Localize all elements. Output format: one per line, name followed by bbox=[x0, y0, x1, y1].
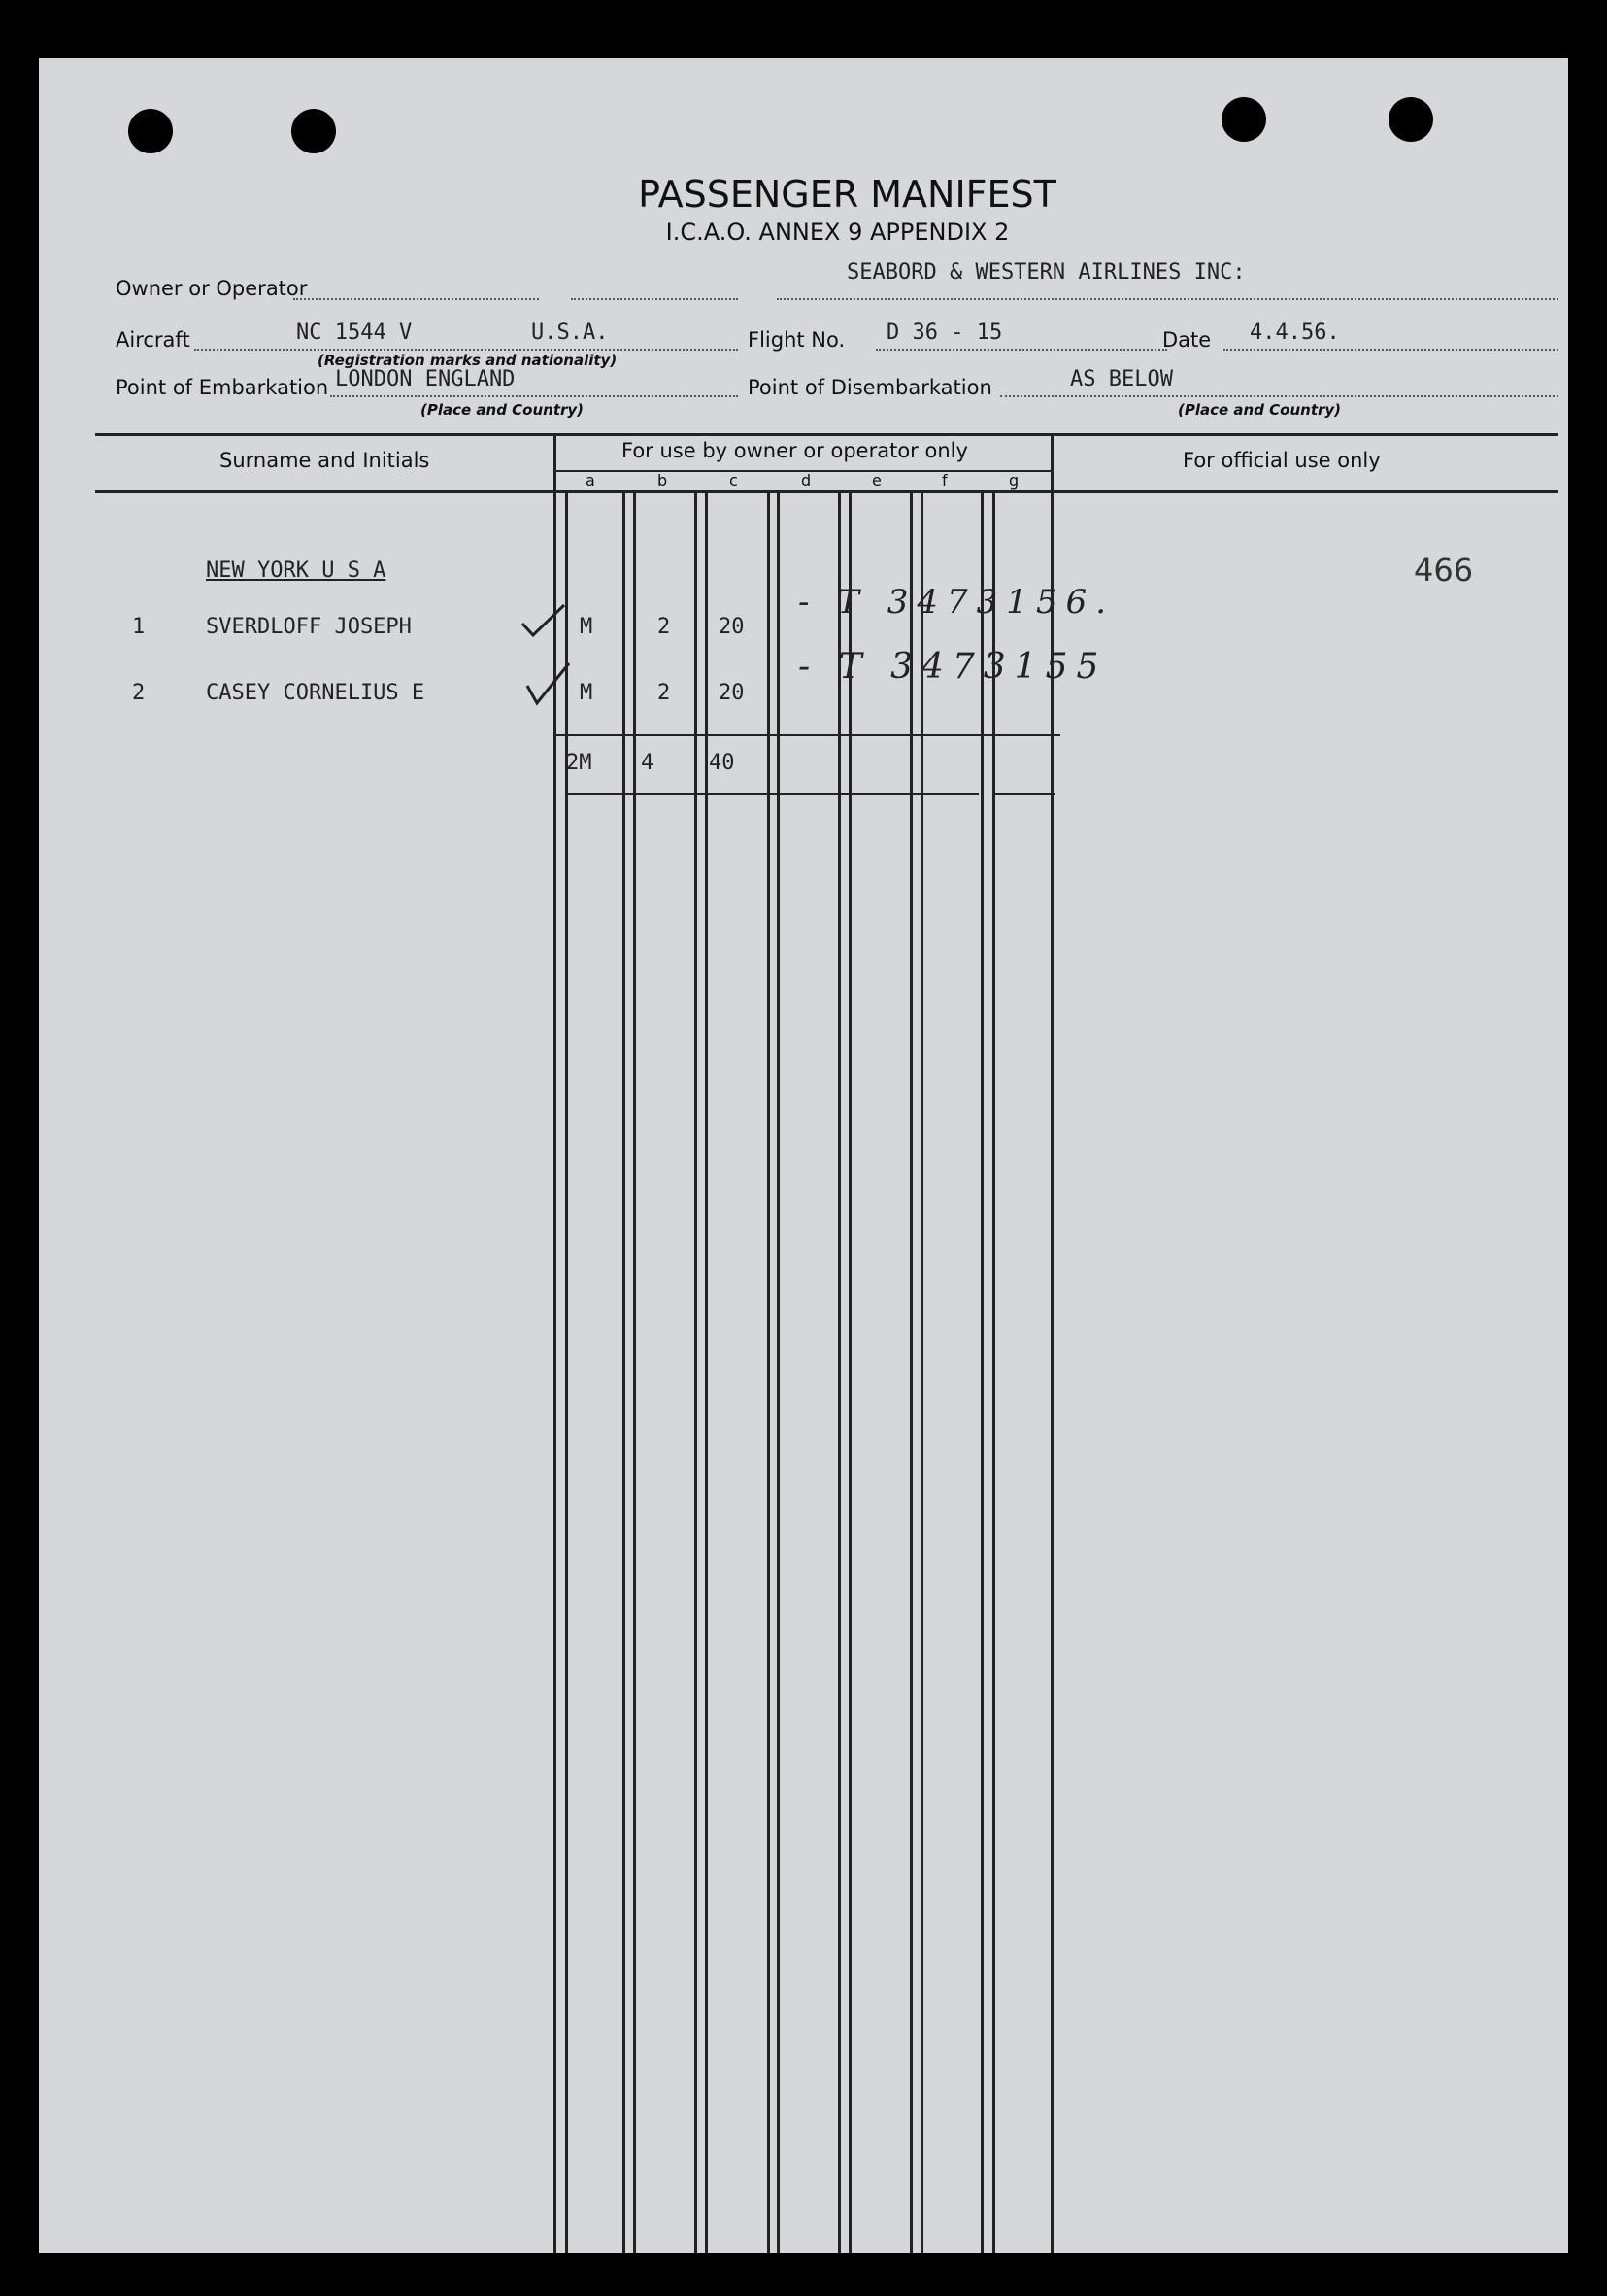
totals-top-rule bbox=[555, 734, 1060, 736]
owner-header: For use by owner or operator only bbox=[621, 439, 968, 462]
official-number: 466 bbox=[1414, 552, 1474, 589]
passenger-name: SVERDLOFF JOSEPH bbox=[206, 615, 412, 639]
totals-bottom-rule bbox=[566, 793, 979, 795]
column-divider bbox=[838, 490, 841, 2253]
disembarkation-note: (Place and Country) bbox=[1178, 401, 1342, 419]
row-weight: 20 bbox=[719, 615, 745, 639]
official-header: For official use only bbox=[1183, 449, 1381, 472]
operator-value: SEABORD & WESTERN AIRLINES INC: bbox=[847, 260, 1246, 285]
column-divider bbox=[981, 490, 984, 2253]
punch-hole bbox=[1389, 97, 1433, 142]
aircraft-registration: NC 1544 V bbox=[296, 321, 413, 345]
column-divider bbox=[694, 490, 697, 2253]
disembarkation-dotted-line bbox=[1000, 395, 1558, 397]
operator-label: Owner or Operator bbox=[116, 277, 308, 300]
punch-hole bbox=[128, 109, 173, 153]
column-divider bbox=[777, 490, 780, 2253]
column-header-d: d bbox=[801, 471, 812, 490]
operator-dotted-line bbox=[293, 298, 539, 300]
destination-heading: NEW YORK U S A bbox=[206, 558, 386, 583]
column-header-e: e bbox=[872, 471, 882, 490]
row-number: 1 bbox=[132, 615, 146, 639]
row-number: 2 bbox=[132, 681, 146, 705]
operator-dotted-line bbox=[777, 298, 1558, 300]
aircraft-label: Aircraft bbox=[116, 328, 190, 352]
row-sex: M bbox=[580, 615, 593, 639]
passenger-name: CASEY CORNELIUS E bbox=[206, 681, 425, 705]
column-header-f: f bbox=[942, 471, 948, 490]
punch-hole bbox=[291, 109, 336, 153]
header-bottom-rule bbox=[95, 490, 1558, 493]
column-divider bbox=[767, 490, 770, 2253]
flight-number: D 36 - 15 bbox=[887, 321, 1003, 345]
total-sex: 2M bbox=[566, 751, 592, 775]
column-divider bbox=[633, 490, 636, 2253]
column-header-a: a bbox=[586, 471, 595, 490]
column-divider bbox=[705, 490, 708, 2253]
total-count: 4 bbox=[641, 751, 654, 775]
row-official-entry: - T 3473156. bbox=[798, 583, 1116, 622]
page-title: PASSENGER MANIFEST bbox=[638, 173, 1056, 216]
check-mark-icon bbox=[519, 602, 568, 641]
operator-dotted-line bbox=[571, 298, 738, 300]
row-sex: M bbox=[580, 681, 593, 705]
column-divider bbox=[992, 490, 995, 2253]
manifest-sheet bbox=[39, 58, 1568, 2253]
date-label: Date bbox=[1162, 328, 1212, 352]
aircraft-nationality: U.S.A. bbox=[531, 321, 609, 345]
disembarkation-value: AS BELOW bbox=[1070, 367, 1173, 391]
page-subtitle: I.C.A.O. ANNEX 9 APPENDIX 2 bbox=[665, 219, 1010, 246]
embarkation-label: Point of Embarkation bbox=[116, 376, 329, 399]
row-official-entry: - T 3473155 bbox=[798, 647, 1108, 687]
column-header-g: g bbox=[1009, 471, 1020, 490]
column-header-b: b bbox=[657, 471, 668, 490]
total-weight: 40 bbox=[709, 751, 735, 775]
column-divider bbox=[1051, 433, 1054, 2253]
column-divider bbox=[849, 490, 852, 2253]
embarkation-note: (Place and Country) bbox=[420, 401, 585, 419]
registration-note: (Registration marks and nationality) bbox=[318, 352, 618, 369]
flight-dotted-line bbox=[876, 349, 1167, 351]
check-mark-icon bbox=[524, 660, 573, 707]
aircraft-dotted-line bbox=[194, 349, 738, 351]
date-value: 4.4.56. bbox=[1250, 321, 1340, 345]
column-header-c: c bbox=[729, 471, 738, 490]
column-divider bbox=[622, 490, 625, 2253]
column-divider bbox=[921, 490, 923, 2253]
embarkation-dotted-line bbox=[330, 395, 738, 397]
table-top-rule bbox=[95, 433, 1558, 436]
surname-header: Surname and Initials bbox=[219, 449, 430, 472]
row-count: 2 bbox=[657, 615, 671, 639]
punch-hole bbox=[1222, 97, 1266, 142]
date-dotted-line bbox=[1223, 349, 1558, 351]
row-count: 2 bbox=[657, 681, 671, 705]
column-divider bbox=[910, 490, 913, 2253]
embarkation-value: LONDON ENGLAND bbox=[335, 367, 516, 391]
totals-bottom-rule bbox=[995, 793, 1055, 795]
flight-label: Flight No. bbox=[748, 328, 846, 352]
disembarkation-label: Point of Disembarkation bbox=[748, 376, 992, 399]
row-weight: 20 bbox=[719, 681, 745, 705]
